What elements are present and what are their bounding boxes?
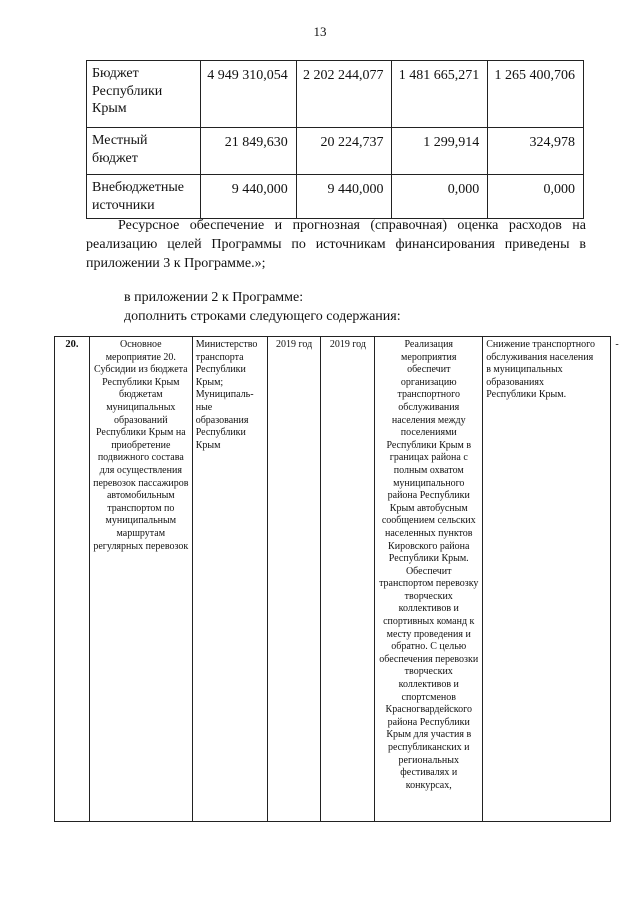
start-year-cell: 2019 год (267, 337, 321, 822)
appendix-paragraph: в приложении 2 к Программе: (124, 290, 304, 305)
resource-paragraph: Ресурсное обеспечение и прогнозная (справочная) оценка расходов на реализацию целей Программы по источникам финансирования приведены в приложении 3 к Программе.»; (86, 218, 586, 271)
consequence-text: Снижение транспортного обслуживания населения в муниципальных образованиях Республики Крым. (486, 339, 595, 401)
source-cell: Внебюджетные источники (87, 175, 201, 219)
value-cell: 2 202 244,077 (296, 61, 392, 128)
program-table (54, 336, 619, 822)
event-cell: Основное мероприятие 20. Субсидии из бюджета Республики Крым бюджетам муниципальных образований Республики Крым на приобретение подвижного состава для осуществления перевозок пассажиров автомобильным транспортом по муниципальным маршрутам регулярных перевозок (89, 337, 192, 822)
value-cell: 20 224,737 (296, 128, 392, 175)
source-cell: Местный бюджет (87, 128, 201, 175)
value-cell: 1 265 400,706 (488, 61, 584, 128)
executor-cell: Министерство транспорта Республики Крым; Муниципаль-ные образования Республики Крым (192, 337, 267, 822)
consequence-cell (483, 337, 619, 822)
table-row (55, 337, 611, 822)
table-row (87, 175, 584, 219)
row-number-cell: 20. (55, 337, 90, 822)
value-cell: 9 440,000 (200, 175, 296, 219)
value-cell: 4 949 310,054 (200, 61, 296, 128)
value-cell: 21 849,630 (200, 128, 296, 175)
value-cell: 1 481 665,271 (392, 61, 488, 128)
end-year-cell: 2019 год (321, 337, 375, 822)
value-cell: 0,000 (488, 175, 584, 219)
value-cell: 0,000 (392, 175, 488, 219)
table-row (87, 128, 584, 175)
page-number: 13 (313, 24, 327, 39)
value-cell: 9 440,000 (296, 175, 392, 219)
source-cell: Бюджет Республики Крым (87, 61, 201, 128)
table-row (87, 61, 584, 128)
value-cell: 324,978 (488, 128, 584, 175)
budget-table (86, 60, 584, 219)
add-rows-paragraph: дополнить строками следующего содержания: (124, 309, 401, 324)
link-dash: - (615, 339, 619, 350)
result-cell: Реализация мероприятия обеспечит организацию транспортного обслуживания населения между поселениями Республики Крым в границах района с полным охватом муниципального района Республики Крым автобусным сообщением сельских населенных пунктов Кировского района Республики Крым. Обеспечит транспортом перевозку творческих коллективов и спортивных команд к месту проведения и обратно. С целью обеспечения перевозки творческих коллективов и спортсменов Красногвардейского района Республики Крым для участия в республиканских и региональных фестивалях и конкурсах, (375, 337, 483, 822)
value-cell: 1 299,914 (392, 128, 488, 175)
